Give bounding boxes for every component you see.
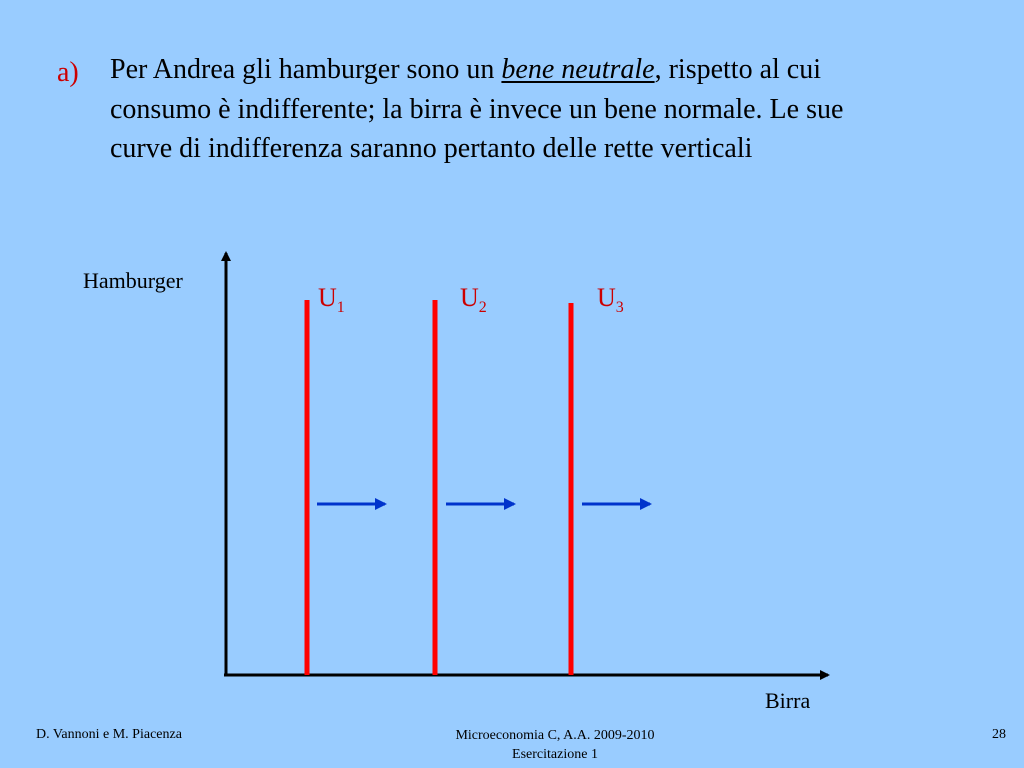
curve-label-u2 [460,283,487,316]
bullet-text-before: Per Andrea gli hamburger sono un [110,54,502,85]
curve-label-u3-base: U [597,283,616,312]
bullet-marker: a) [57,57,79,88]
footer-course [360,726,750,764]
curve-label-u3 [597,283,624,316]
bullet-emphasis: bene neutrale [501,54,655,85]
footer-authors: D. Vannoni e M. Piacenza [36,727,182,742]
footer-course-line2: Esercitazione 1 [512,747,598,762]
curve-label-u1 [318,283,345,316]
curve-label-u1-base: U [318,283,337,312]
footer-course-line1: Microeconomia C, A.A. 2009-2010 [455,728,655,743]
x-axis-label: Birra [765,688,811,713]
bullet-text-after: , rispetto al cui consumo è indifferente; la birra è invece un bene normale. Le sue curve di indifferenza saranno pertanto delle rette verticali [110,54,844,164]
page-number: 28 [992,727,1006,742]
curve-label-u2-subscript: 2 [478,299,487,316]
curve-label-u1-subscript: 1 [336,299,345,316]
curve-label-u3-subscript: 3 [615,299,624,316]
curve-label-u2-base: U [460,283,479,312]
y-axis-label: Hamburger [83,268,183,293]
